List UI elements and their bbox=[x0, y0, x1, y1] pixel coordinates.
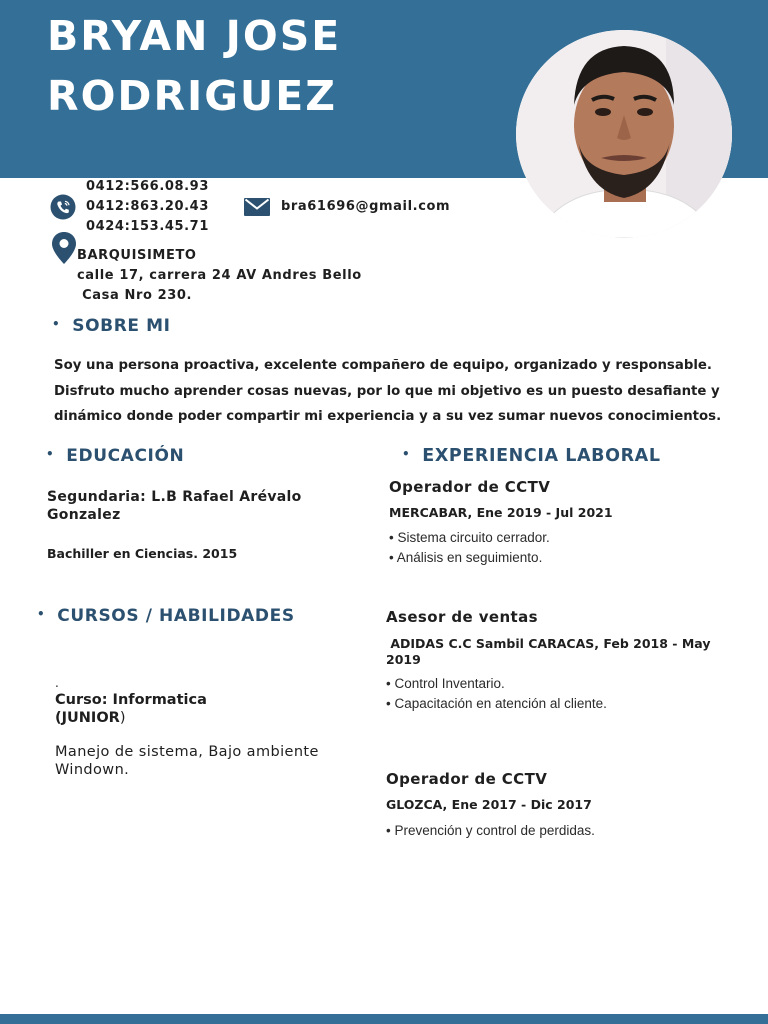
about-heading bbox=[52, 316, 171, 336]
job-task: • Control Inventario. bbox=[386, 674, 607, 694]
job-title: Operador de CCTV bbox=[389, 478, 551, 496]
bullet-icon: • bbox=[46, 447, 55, 461]
job-company: GLOZCA, Ene 2017 - Dic 2017 bbox=[386, 797, 592, 812]
phone-number-3: 0424:153.45.71 bbox=[86, 219, 209, 234]
about-heading-label: SOBRE MI bbox=[72, 316, 171, 336]
profile-photo-icon bbox=[516, 30, 732, 238]
course-description: Manejo de sistema, Bajo ambiente Windown. bbox=[55, 744, 319, 778]
candidate-name bbox=[47, 6, 341, 126]
email-address[interactable]: bra61696@gmail.com bbox=[281, 199, 451, 214]
envelope-icon bbox=[244, 198, 270, 216]
job-title: Asesor de ventas bbox=[386, 608, 538, 626]
name-line-2: RODRIGUEZ bbox=[47, 72, 337, 120]
bullet-icon: • bbox=[37, 607, 46, 621]
about-text: Soy una persona proactiva, excelente compañero de equipo, organizado y responsable. Disfruto mucho aprender cosas nuevas, por lo que mi objetivo es un puesto desafiante y dinámico donde poder compartir mi experiencia y a su vez sumar nuevos conocimientos. bbox=[54, 358, 722, 424]
education-heading bbox=[46, 446, 184, 466]
address-city: BARQUISIMETO bbox=[77, 248, 197, 263]
map-pin-icon bbox=[52, 232, 76, 264]
experience-heading-label: EXPERIENCIA LABORAL bbox=[422, 446, 661, 466]
name-line-1: BRYAN JOSE bbox=[47, 12, 342, 60]
phone-number-1: 0412:566.08.93 bbox=[86, 179, 209, 194]
footer-band bbox=[0, 1014, 768, 1024]
job-task: • Sistema circuito cerrador. bbox=[389, 528, 550, 548]
address-house: Casa Nro 230. bbox=[77, 288, 193, 303]
job-company: ADIDAS C.C Sambil CARACAS, Feb 2018 - May 2019 bbox=[386, 636, 715, 667]
course-level-close: ) bbox=[119, 710, 126, 726]
job-task: • Prevención y control de perdidas. bbox=[386, 821, 595, 841]
profile-photo bbox=[516, 30, 732, 238]
bullet-icon: • bbox=[402, 447, 411, 461]
address-street: calle 17, carrera 24 AV Andres Bello bbox=[77, 268, 362, 283]
course-level bbox=[55, 709, 207, 727]
courses-heading bbox=[37, 606, 295, 626]
job-task: • Análisis en seguimiento. bbox=[389, 548, 550, 568]
job-task-list bbox=[389, 528, 550, 568]
phone-icon bbox=[50, 194, 76, 220]
education-school: Segundaria: L.B Rafael Arévalo Gonzalez bbox=[47, 489, 302, 523]
job-task-list bbox=[386, 674, 607, 714]
phone-number-2: 0412:863.20.43 bbox=[86, 199, 209, 214]
courses-heading-label: CURSOS / HABILIDADES bbox=[57, 606, 295, 626]
job-task-list bbox=[386, 821, 595, 841]
education-heading-label: EDUCACIÓN bbox=[66, 446, 185, 466]
bullet-icon: • bbox=[52, 317, 61, 331]
course-title bbox=[55, 691, 207, 727]
experience-heading bbox=[402, 446, 661, 466]
job-task: • Capacitación en atención al cliente. bbox=[386, 694, 607, 714]
job-title: Operador de CCTV bbox=[386, 770, 548, 788]
course-name: Curso: Informatica bbox=[55, 692, 207, 708]
education-degree: Bachiller en Ciencias. 2015 bbox=[47, 546, 238, 561]
course-level-label: (JUNIOR bbox=[55, 710, 120, 726]
job-company: MERCABAR, Ene 2019 - Jul 2021 bbox=[389, 505, 613, 520]
course-marker: . bbox=[55, 676, 59, 690]
